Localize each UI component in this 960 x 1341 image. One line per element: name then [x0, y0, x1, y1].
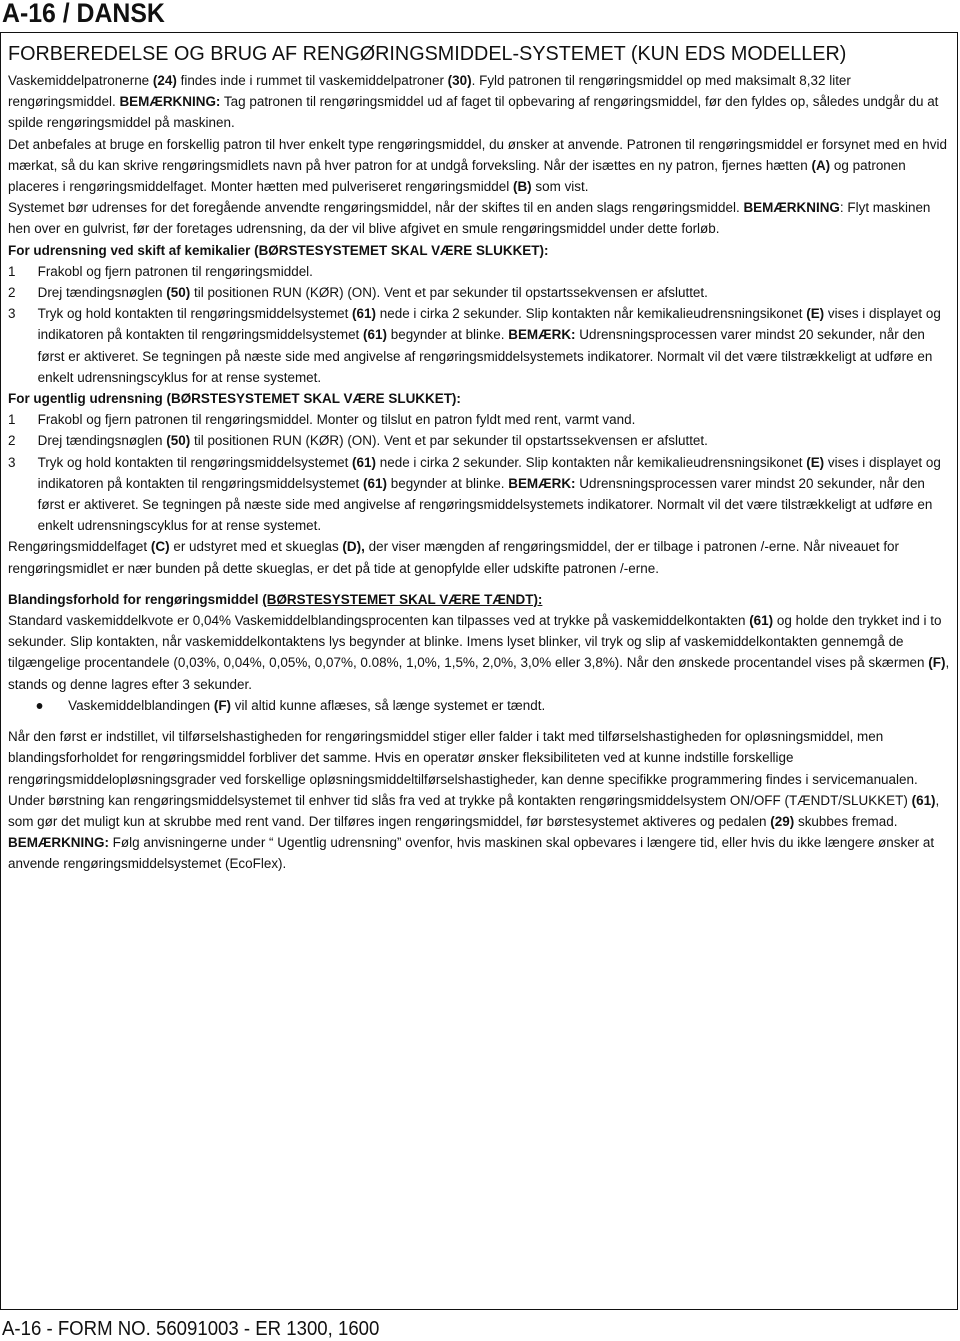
chemical-flush-step	[8, 303, 952, 388]
step-number: 3	[8, 305, 16, 322]
bullet-text: Vaskemiddelblandingen (F) vil altid kunne aflæses, så længe systemet er tændt.	[68, 696, 546, 713]
step-text: Drej tændingsnøglen (50) til positionen RUN (KØR) (ON). Vent et par sekunder til opstartssekvensen er afsluttet.	[37, 432, 708, 449]
step-number: 2	[8, 284, 16, 301]
chemical-flush-heading: For udrensning ved skift af kemikalier (BØRSTESYSTEMET SKAL VÆRE SLUKKET):	[8, 241, 549, 258]
bullet-dot	[37, 703, 43, 709]
document-body	[8, 42, 952, 875]
blending-heading-text: Blandingsforhold for rengøringsmiddel	[8, 590, 263, 607]
blending-heading	[8, 589, 952, 610]
step-text: Frakobl og fjern patronen til rengøringsmiddel.	[37, 262, 313, 279]
blending-paragraph: Standard vaskemiddelkvote er 0,04% Vaskemiddelblandingsprocenten kan tilpasses ved at trykke på vaskemiddelkontakten (61) og holde den trykket ind i to sekunder. Slip kontakten, når vaskemiddelkontaktens lys begynder at blinke. Imens lyset blinker, vil tryk og slip af vaskemiddelkontakten gennemgå de tilgængelige procentandele (0,03%, 0,04%, 0,05%, 0,07%, 0.08%, 1,0%, 1,5%, 2,0%, 3,0% eller 3,8%). Når den ønskede procentandel vises på skærmen (F), stands og denne lagres efter 3 sekunder.	[8, 612, 950, 692]
page-header	[0, 0, 960, 32]
step-text: Tryk og hold kontakten til rengøringsmiddelsystemet (61) nede i cirka 2 sekunder. Slip kontakten når kemikalieudrensningsikonet (E) vises i displayet og indikatoren på kontakten til rengøringsmiddelsystemet (61) begynder at blinke. BEMÆRK: Udrensningsprocessen varer mindst 20 sekunder, når den først er aktiveret. Se tegningen på næste side med angivelse af rengøringsmiddelsystemets indikatorer. Normalt vil det være tilstrækkeligt at udføre en enkelt udrensningscyklus for at rense systemet.	[37, 453, 941, 534]
step-number: 2	[8, 432, 16, 449]
weekly-flush-step	[8, 452, 952, 537]
chemical-flush-step	[8, 261, 952, 282]
step-number: 3	[8, 453, 16, 470]
step-number: 1	[8, 262, 16, 279]
weekly-flush-step	[8, 409, 952, 430]
blending-bullet	[8, 695, 952, 716]
section-title: FORBEREDELSE OG BRUG AF RENGØRINGSMIDDEL-SYSTEMET (KUN EDS MODELLER)	[8, 42, 847, 65]
note-paragraph: BEMÆRKNING: Følg anvisningerne under “ Ugentlig udrensning” ovenfor, hvis maskinen skal opbevares i længere tid, eller hvis du ikke længere ønsker at anvende rengøringsmiddelsystemet (EcoFlex).	[8, 834, 935, 872]
step-text: Drej tændingsnøglen (50) til positionen RUN (KØR) (ON). Vent et par sekunder til opstartssekvensen er afsluttet.	[37, 284, 708, 301]
rate-paragraph: Når den først er indstillet, vil tilførselshastigheden for rengøringsmiddel stiger eller falder i takt med tilførselshastigheden for opløsningsmiddel, men blandingsforholdet for rengøringsmiddel forbliver det samme. Hvis en operatør ønsker fleksibiliteten ved at kunne indstille forskellige rengøringsmiddelopløsningsgrader ved forskellige opløsningsmiddeltilførselshastigheder, kan denne specifikke programmering findes i servicemanualen. Under børstning kan rengøringsmiddelsystemet til enhver tid slås fra ved at trykke på kontakten rengøringsmiddelsystem ON/OFF (TÆNDT/SLUKKET) (61), som gør det muligt kun at skrubbe med rent vand. Der tilføres ingen rengøringsmiddel, før børstesystemet aktiveres og pedalen (29) skubbes fremad.	[8, 728, 940, 829]
intro-paragraph-2: Det anbefales at bruge en forskellig patron til hver enkelt type rengøringsmiddel, du ønsker at anvende. Patronen til rengøringsmiddel er forsynet med en hvid mærkat, så du kan skrive rengøringsmidlets navn på hver patron for at undgå forveksling. Når der isættes en ny patron, fjernes hætten (A) og patronen placeres i rengøringsmiddelfaget. Monter hætten med pulveriseret rengøringsmiddel (B) som vist.	[8, 135, 947, 195]
intro-paragraph-3: Systemet bør udrenses for det foregående anvendte rengøringsmiddel, når der skiftes til en anden slags rengøringsmiddel. BEMÆRKNING: Flyt maskinen hen over en gulvrist, før der foretages udrensning, da der vil blive afgivet en smule rengøringsmiddel under dette forløb.	[8, 199, 931, 237]
step-text: Frakobl og fjern patronen til rengøringsmiddel. Monter og tilslut en patron fyldt med rent, varmt vand.	[37, 411, 636, 428]
weekly-flush-step	[8, 430, 952, 451]
weekly-flush-heading: For ugentlig udrensning (BØRSTESYSTEMET SKAL VÆRE SLUKKET):	[8, 390, 461, 407]
page-footer: A-16 - FORM NO. 56091003 - ER 1300, 1600	[2, 1318, 380, 1340]
page-title: A-16 / DANSK	[2, 0, 165, 28]
step-text: Tryk og hold kontakten til rengøringsmiddelsystemet (61) nede i cirka 2 sekunder. Slip kontakten når kemikalieudrensningsikonet (E) vises i displayet og indikatoren på kontakten til rengøringsmiddelsystemet (61) begynder at blinke. BEMÆRK: Udrensningsprocessen varer mindst 20 sekunder, når den først er aktiveret. Se tegningen på næste side med angivelse af rengøringsmiddelsystemets indikatorer. Normalt vil det være tilstrækkeligt at udføre en enkelt udrensningscyklus for at rense systemet.	[37, 305, 941, 385]
intro-paragraph-1: Vaskemiddelpatronerne (24) findes inde i rummet til vaskemiddelpatroner (30). Fyld patronen til rengøringsmiddel op med maksimalt 8,32 liter rengøringsmiddel. BEMÆRKNING: Tag patronen til rengøringsmiddel ud af faget til opbevaring af rengøringsmiddel, før den fyldes op, således undgår du at spilde rengøringsmiddel på maskinen.	[8, 72, 939, 131]
blending-heading-condition: (BØRSTESYSTEMET SKAL VÆRE TÆNDT):	[262, 590, 543, 607]
sightglass-paragraph: Rengøringsmiddelfaget (C) er udstyret med et skueglas (D), der viser mængden af rengøringsmiddel, der er tilbage i patronen /-erne. Når niveauet for rengøringsmidlet er nær bunden på dette skueglas, er det på tide at genopfylde eller udskifte patronen /-erne.	[8, 538, 900, 576]
step-number: 1	[8, 411, 16, 428]
chemical-flush-step	[8, 282, 952, 303]
